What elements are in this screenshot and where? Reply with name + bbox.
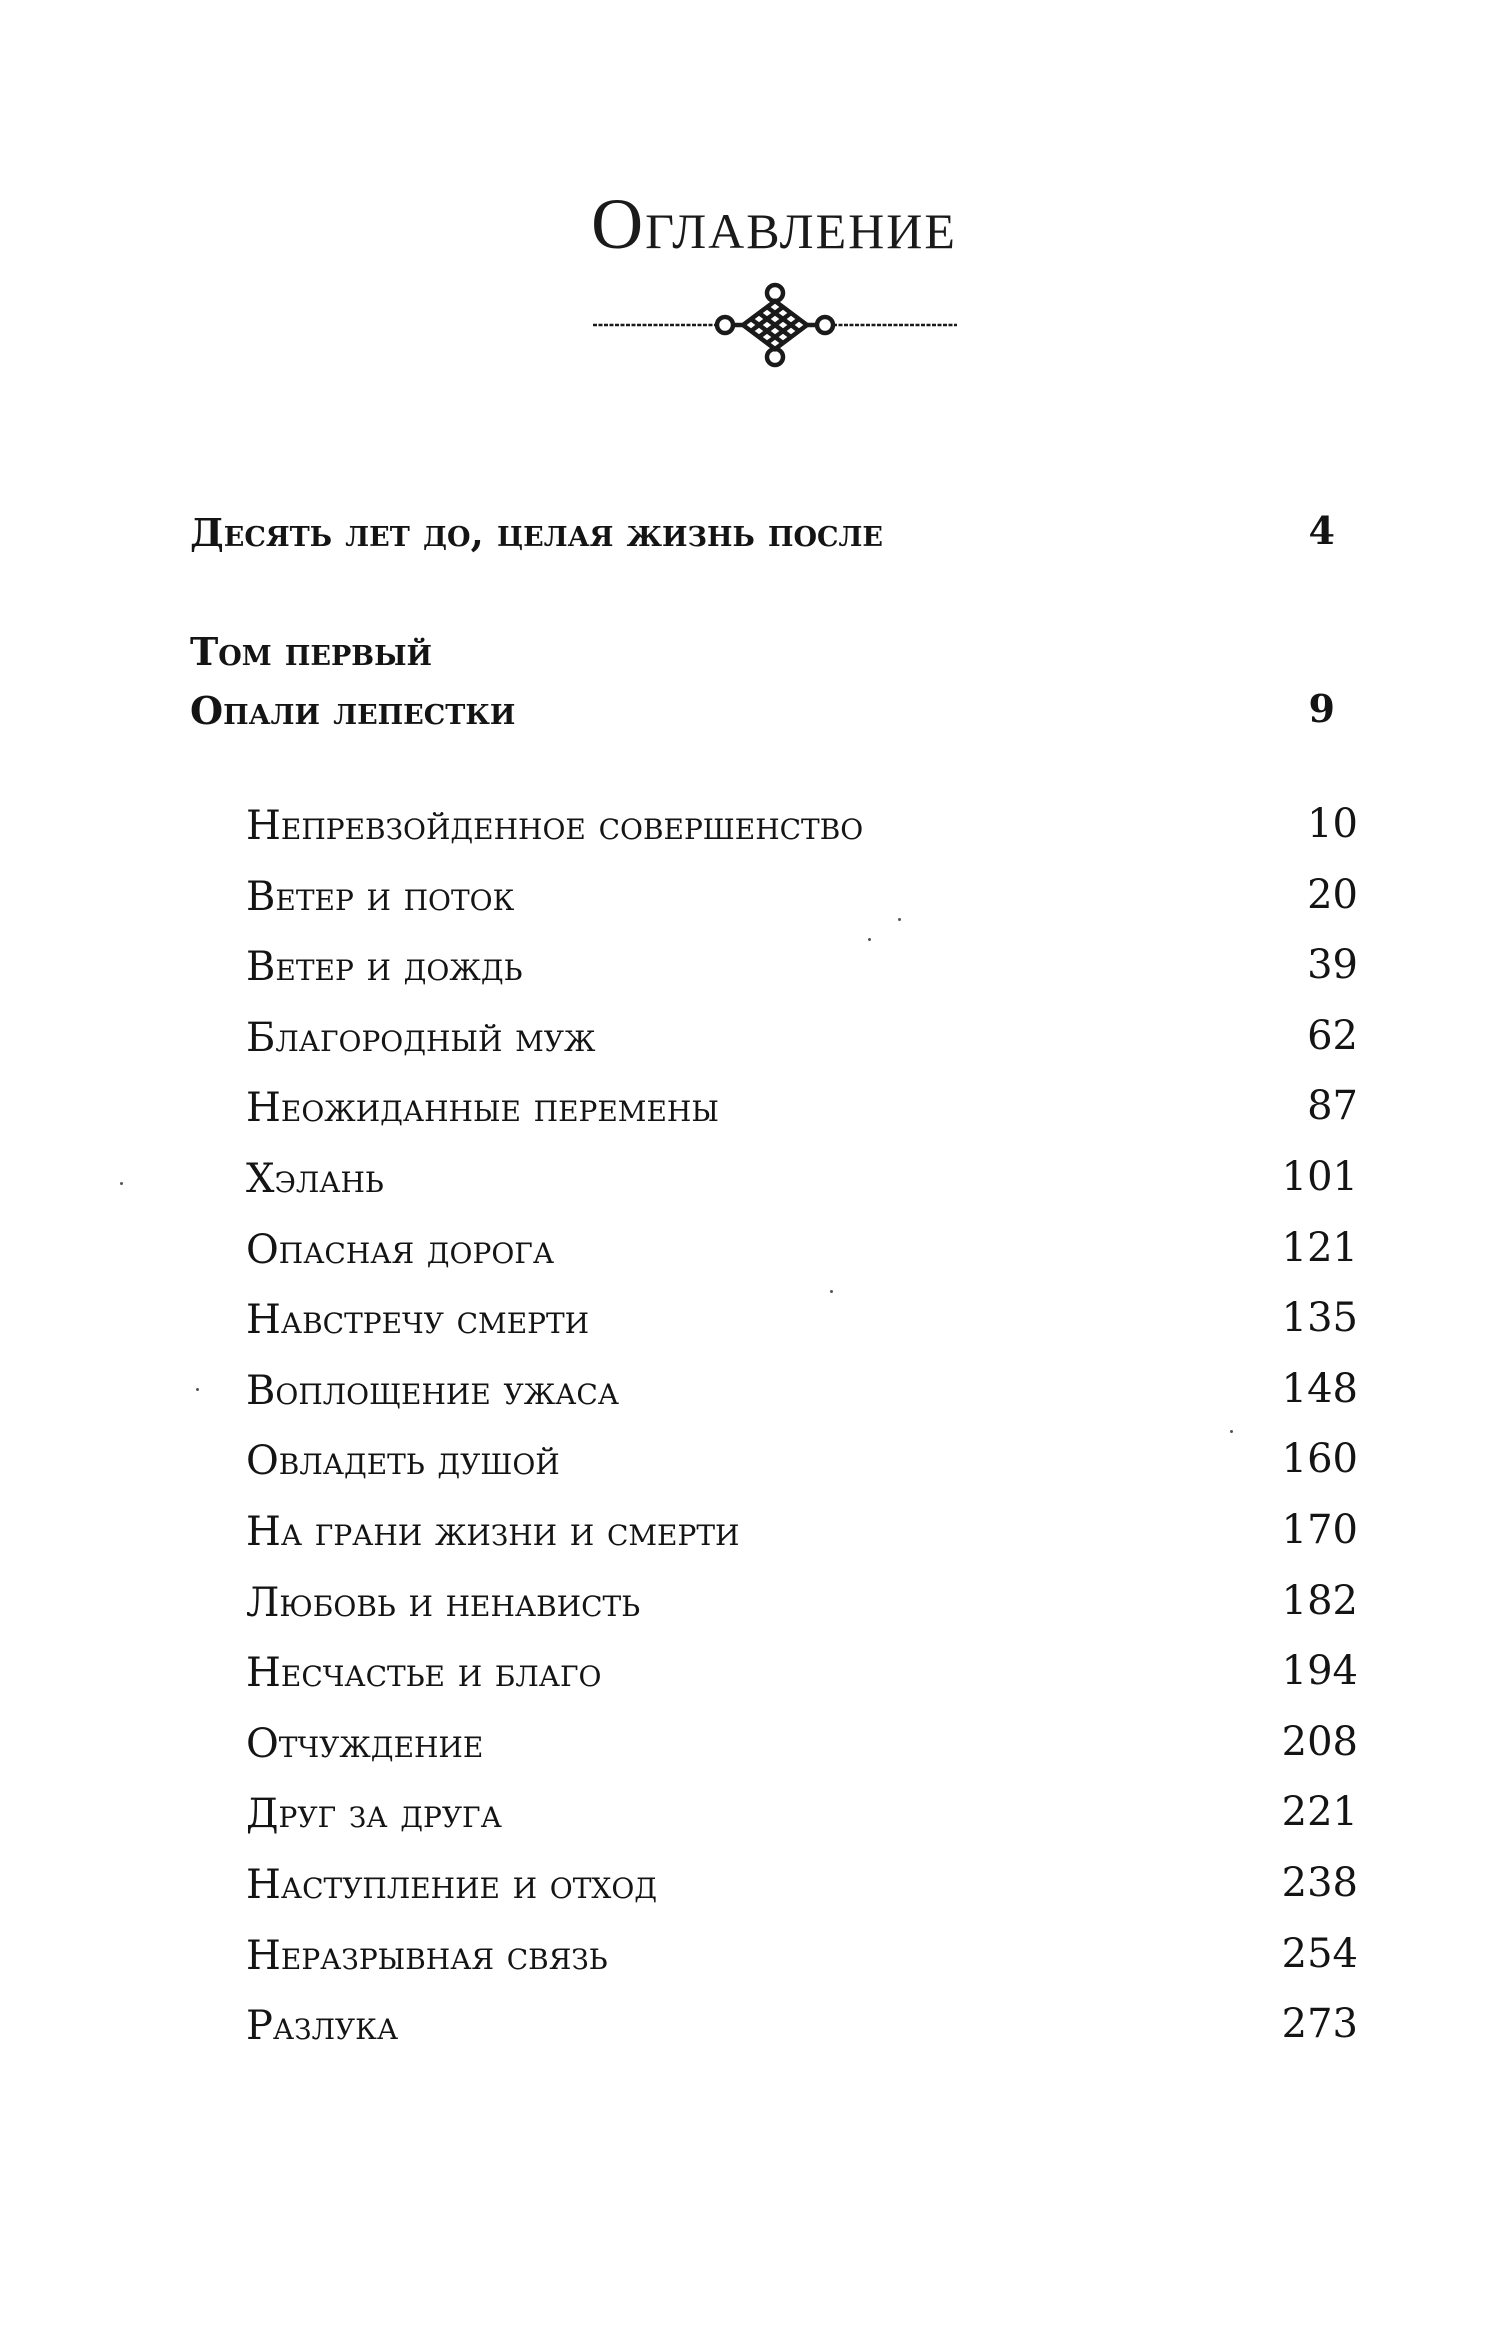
toc-chapter-page: 39 <box>1307 942 1358 988</box>
toc-chapter-title[interactable]: Навстречу смерти <box>246 1297 590 1343</box>
toc-chapter-page: 208 <box>1281 1719 1358 1765</box>
toc-chapter-title[interactable]: Ветер и дождь <box>246 944 523 990</box>
toc-prologue-page: 4 <box>1308 508 1335 553</box>
toc-chapter-page: 254 <box>1281 1931 1358 1977</box>
scan-speck <box>1230 1430 1233 1433</box>
toc-chapter-page: 238 <box>1281 1860 1358 1906</box>
toc-volume-page: 9 <box>1308 686 1335 731</box>
toc-chapter-title[interactable]: Овладеть душой <box>246 1438 560 1484</box>
toc-chapter-page: 101 <box>1281 1154 1358 1200</box>
toc-chapter-title[interactable]: Несчастье и благо <box>246 1650 602 1696</box>
toc-chapter-page: 170 <box>1281 1507 1358 1553</box>
toc-chapter-page: 182 <box>1281 1578 1358 1624</box>
toc-volume-label: Том первый <box>190 629 433 674</box>
toc-chapter-page: 10 <box>1307 801 1358 847</box>
toc-chapter-page: 194 <box>1281 1648 1358 1694</box>
scan-speck <box>120 1182 123 1185</box>
endless-knot-icon <box>585 280 965 370</box>
toc-chapter-page: 160 <box>1281 1436 1358 1482</box>
toc-chapter-title[interactable]: Наступление и отход <box>246 1862 658 1908</box>
toc-chapter-page: 273 <box>1281 2001 1358 2047</box>
toc-chapter-title[interactable]: Ветер и поток <box>246 874 515 920</box>
toc-chapter-title[interactable]: Воплощение ужаса <box>246 1368 619 1414</box>
scan-speck <box>196 1388 199 1391</box>
toc-chapter-title[interactable]: Неразрывная связь <box>246 1933 608 1979</box>
toc-chapter-title[interactable]: Опасная дорога <box>246 1227 555 1273</box>
page-title: Оглавление <box>591 184 957 264</box>
toc-chapter-page: 148 <box>1281 1366 1358 1412</box>
toc-chapter-title[interactable]: Отчуждение <box>246 1721 484 1767</box>
toc-chapter-title[interactable]: Друг за друга <box>246 1791 502 1837</box>
toc-chapter-page: 135 <box>1281 1295 1358 1341</box>
scan-speck <box>898 918 901 921</box>
toc-chapter-title[interactable]: Разлука <box>246 2003 399 2049</box>
toc-chapter-title[interactable]: Благородный муж <box>246 1015 596 1061</box>
toc-prologue-title[interactable]: Десять лет до, целая жизнь после <box>190 510 883 555</box>
toc-chapter-title[interactable]: Хэлань <box>246 1156 384 1202</box>
toc-chapter-page: 87 <box>1307 1083 1358 1129</box>
toc-chapter-page: 20 <box>1307 872 1358 918</box>
toc-chapter-title[interactable]: Неожиданные перемены <box>246 1085 719 1131</box>
scan-speck <box>830 1290 833 1293</box>
toc-chapter-page: 62 <box>1307 1013 1358 1059</box>
toc-volume-title[interactable]: Опали лепестки <box>190 688 516 733</box>
toc-chapter-title[interactable]: На грани жизни и смерти <box>246 1509 740 1555</box>
scan-speck <box>868 938 871 941</box>
toc-chapter-title[interactable]: Любовь и ненависть <box>246 1580 641 1626</box>
toc-chapter-page: 121 <box>1281 1225 1358 1271</box>
toc-chapter-page: 221 <box>1281 1789 1358 1835</box>
toc-chapter-title[interactable]: Непревзойденное совершенство <box>246 803 864 849</box>
